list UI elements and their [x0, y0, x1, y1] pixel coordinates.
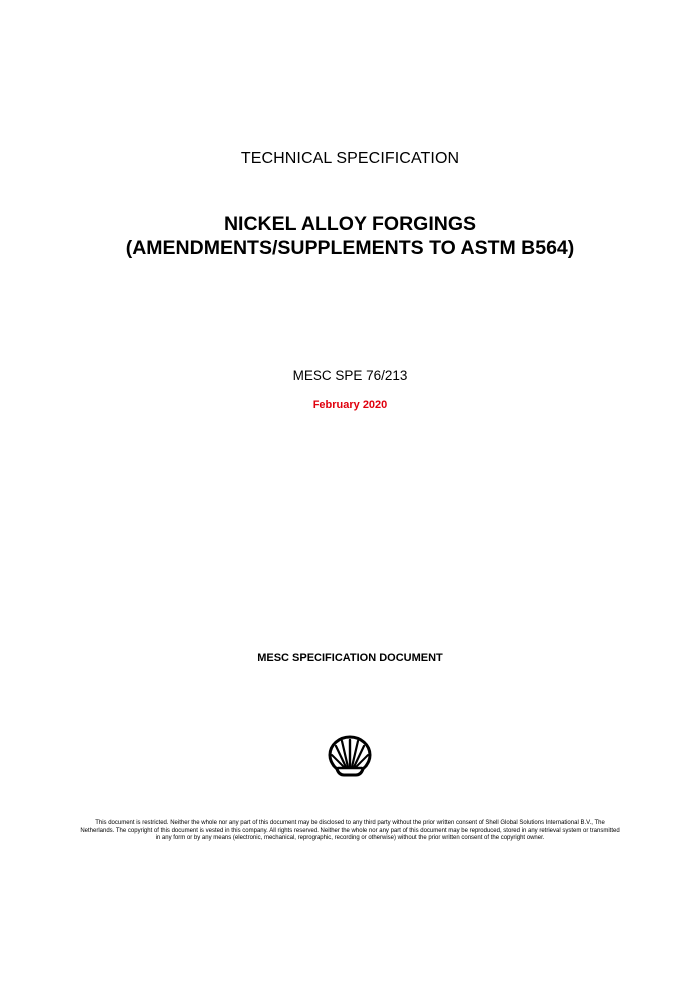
document-date: February 2020	[312, 399, 388, 411]
shell-pecten-icon	[327, 735, 373, 779]
document-title-line-1: NICKEL ALLOY FORGINGS	[223, 213, 477, 235]
document-type-label: TECHNICAL SPECIFICATION	[240, 150, 460, 167]
document-category: MESC SPECIFICATION DOCUMENT	[257, 652, 443, 664]
document-title	[0, 212, 700, 260]
document-number: MESC SPE 76/213	[292, 368, 408, 383]
confidentiality-disclaimer: This document is restricted. Neither the whole nor any part of this document may be disclosed to any third party without the prior written consent of Shell Global Solutions International B.V., The Netherlands. The copyright of this document is vested in this company. All rights reserved. Neither the whole nor any part of this document may be reproduced, stored in any retrieval system or transmitted in any form or by any means (electronic, mechanical, reprographic, recording or otherwise) without the prior written consent of the copyright owner.	[80, 820, 620, 842]
document-title-line-2: (AMENDMENTS/SUPPLEMENTS TO ASTM B564)	[125, 237, 575, 259]
